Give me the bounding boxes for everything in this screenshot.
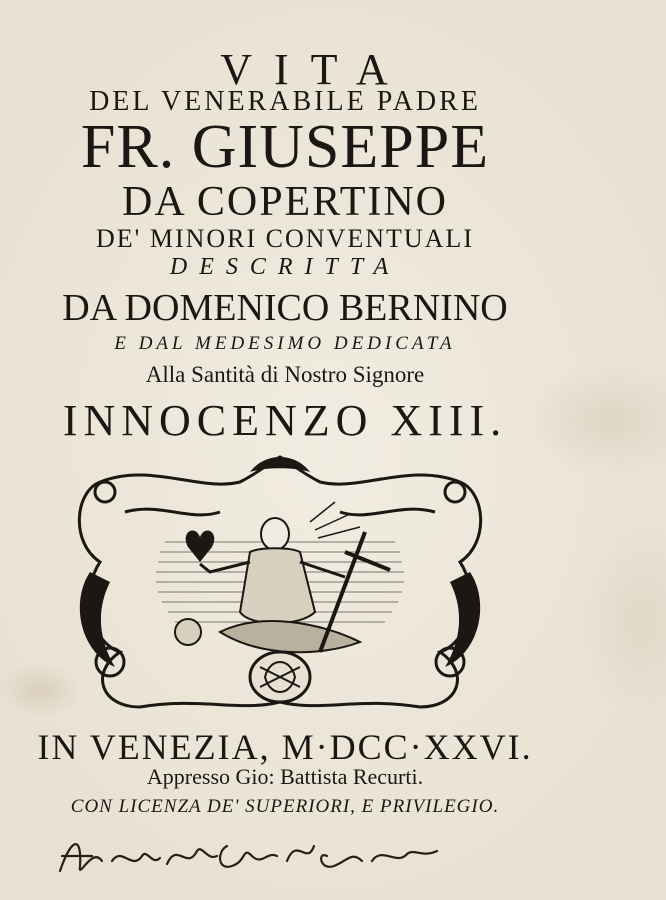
author-line: DA DOMENICO BERNINO (62, 287, 508, 329)
title-line-venerabile: DEL VENERABILE PADRE (89, 86, 481, 117)
title-copertino: DA COPERTINO (122, 179, 448, 225)
title-minori: DE' MINORI CONVENTUALI (96, 224, 474, 253)
imprint-place-date: IN VENEZIA, M·DCC·XXVI. (37, 727, 533, 767)
imprint-printer: Appresso Gio: Battista Recurti. (146, 764, 424, 789)
title-vita: VITA (220, 45, 410, 94)
imprint-license: CON LICENZA DE' SUPERIORI, E PRIVILEGIO. (70, 796, 500, 817)
pope-name: INNOCENZO XIII. (62, 396, 508, 445)
dedication-line: E DAL MEDESIMO DEDICATA (114, 333, 456, 354)
handwritten-signature-icon (52, 826, 442, 886)
printer-device-woodcut-icon (70, 452, 490, 717)
title-descritta: DESCRITTA (169, 254, 401, 280)
title-name-giuseppe: FR. GIUSEPPE (80, 113, 490, 181)
dedicatee-line: Alla Santità di Nostro Signore (145, 362, 425, 387)
